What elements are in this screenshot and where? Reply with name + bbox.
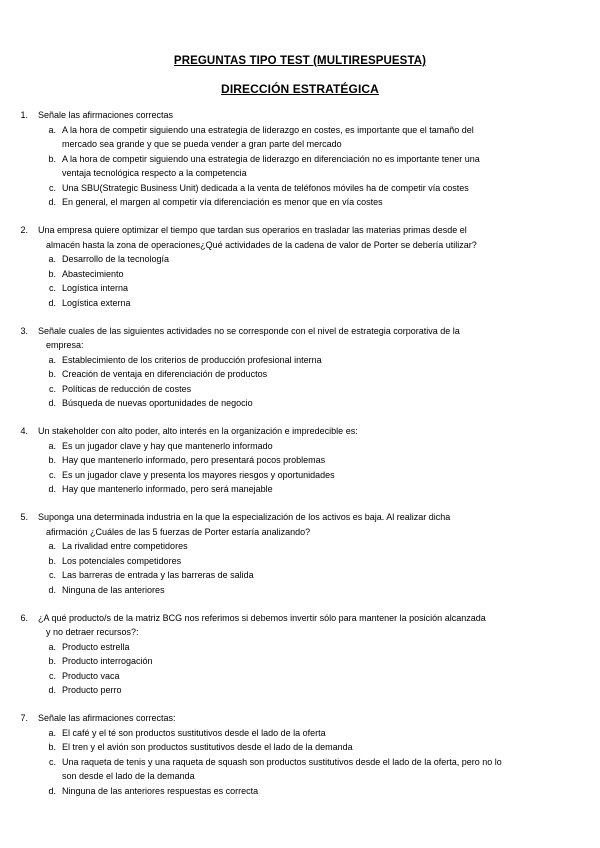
option-text: La rivalidad entre competidores: [62, 541, 188, 551]
option-letter: b.: [48, 455, 56, 465]
option-text: Hay que mantenerlo informado, pero será manejable: [62, 484, 273, 494]
option-text: Desarrollo de la tecnología: [62, 254, 170, 264]
option-text: Producto perro: [62, 685, 122, 695]
option-text: Es un jugador clave y hay que mantenerlo informado: [62, 440, 273, 451]
answer-option: [0, 539, 600, 554]
option-letter: d.: [48, 297, 56, 308]
answer-option: [0, 568, 600, 583]
option-text: Las barreras de entrada y las barreras de salida: [62, 570, 254, 580]
option-letter: a.: [48, 354, 56, 365]
question-3: [0, 324, 600, 411]
option-text: Es un jugador clave y presenta los mayores riesgos y oportunidades: [62, 469, 335, 480]
option-letter: d.: [48, 685, 56, 695]
answer-option: [0, 367, 600, 382]
option-letter: d.: [48, 584, 56, 595]
question-2: [0, 223, 600, 310]
option-letter: b.: [48, 268, 56, 279]
question-1: [0, 108, 600, 210]
option-letter: c.: [48, 283, 56, 293]
answer-option: [0, 583, 600, 598]
option-letter: c.: [48, 756, 56, 767]
question-number: 3.: [20, 325, 28, 336]
answer-option: [0, 152, 600, 181]
question-number: 7.: [20, 713, 28, 723]
option-text: En general, el margen al competir vía diferenciación es menor que en vía costes: [62, 197, 383, 207]
option-letter: d.: [48, 398, 56, 408]
answer-option: [0, 669, 600, 684]
question-text: Señale las afirmaciones correctas: [38, 110, 174, 120]
option-text: Establecimiento de los criterios de producción profesional interna: [62, 354, 322, 365]
question-text: Un stakeholder con alto poder, alto interés en la organización e impredecible es:: [38, 426, 358, 436]
option-letter: a.: [48, 541, 56, 551]
answer-option: [0, 740, 600, 755]
option-letter: d.: [48, 197, 56, 207]
answer-option: [0, 123, 600, 152]
option-letter: d.: [48, 785, 56, 796]
option-letter: b.: [48, 656, 56, 666]
question-text: Suponga una determinada industria en la que la especialización de los activos es baja. Al realizar dicha afirmación ¿Cuáles de las 5 fuerzas de Porter estaría analizando?: [38, 512, 451, 537]
option-text: Producto estrella: [62, 641, 130, 652]
option-letter: a.: [48, 440, 56, 451]
answer-option: [0, 554, 600, 569]
option-text: Abastecimiento: [62, 268, 124, 279]
option-letter: a.: [48, 254, 56, 264]
option-text: A la hora de competir siguiendo una estrategia de liderazgo en diferenciación no es importante tener una ventaja tecnológica respecto a la competencia: [62, 153, 480, 178]
option-text: Logística interna: [62, 283, 129, 293]
question-number: 6.: [20, 612, 28, 623]
answer-option: [0, 252, 600, 267]
option-text: El tren y el avión son productos sustitutivos desde el lado de la demanda: [62, 742, 353, 752]
option-text: Creación de ventaja en diferenciación de productos: [62, 369, 268, 379]
option-text: A la hora de competir siguiendo una estrategia de liderazgo en costes, es importante que el tamaño del mercado sea grande y que se pueda vender a gran parte del mercado: [62, 124, 474, 149]
answer-option: [0, 784, 600, 799]
answer-option: [0, 755, 600, 784]
option-text: Producto interrogación: [62, 656, 153, 666]
option-letter: c.: [48, 383, 56, 394]
option-letter: c.: [48, 670, 56, 681]
question-7: [0, 711, 600, 798]
option-letter: b.: [48, 153, 56, 164]
document-subtitle: DIRECCIÓN ESTRATÉGICA: [221, 82, 379, 96]
option-text: Producto vaca: [62, 670, 120, 681]
answer-option: [0, 468, 600, 483]
answer-option: [0, 195, 600, 210]
option-letter: c.: [48, 469, 56, 480]
option-text: Hay que mantenerlo informado, pero presentará pocos problemas: [62, 455, 326, 465]
option-letter: c.: [48, 182, 56, 193]
answer-option: [0, 683, 600, 698]
option-text: Ninguna de las anteriores: [62, 584, 165, 595]
option-text: Una SBU(Strategic Business Unit) dedicada a la venta de teléfonos móviles ha de competir vía costes: [62, 182, 469, 193]
answer-option: [0, 382, 600, 397]
option-letter: c.: [48, 570, 56, 580]
option-letter: d.: [48, 484, 56, 494]
question-number: 5.: [20, 512, 28, 522]
answer-option: [0, 439, 600, 454]
answer-option: [0, 654, 600, 669]
question-text: Señale las afirmaciones correctas:: [38, 713, 176, 723]
question-text: ¿A qué producto/s de la matriz BCG nos referimos si debemos invertir sólo para mantener la posición alcanzada y no detraer recursos?:: [38, 612, 486, 637]
answer-option: [0, 396, 600, 411]
answer-option: [0, 726, 600, 741]
answer-option: [0, 181, 600, 196]
question-text: Una empresa quiere optimizar el tiempo que tardan sus operarios en trasladar las materias primas desde el almacén hasta la zona de operaciones¿Qué actividades de la cadena de valor de Porter se debería utilizar?: [38, 225, 477, 250]
option-text: Ninguna de las anteriores respuestas es correcta: [62, 785, 259, 796]
question-text: Señale cuales de las siguientes actividades no se corresponde con el nivel de estrategia corporativa de la empresa:: [38, 325, 460, 350]
answer-option: [0, 453, 600, 468]
option-text: Los potenciales competidores: [62, 555, 182, 566]
answer-option: [0, 296, 600, 311]
question-number: 1.: [20, 110, 28, 120]
answer-option: [0, 267, 600, 282]
question-6: [0, 611, 600, 698]
option-letter: b.: [48, 369, 56, 379]
question-5: [0, 510, 600, 597]
question-number: 2.: [20, 225, 28, 235]
document-title: PREGUNTAS TIPO TEST (MULTIRESPUESTA): [173, 55, 427, 67]
option-text: Logística externa: [62, 297, 131, 308]
question-number: 4.: [20, 426, 28, 436]
question-4: [0, 424, 600, 497]
answer-option: [0, 482, 600, 497]
question-list: [0, 108, 600, 812]
option-letter: b.: [48, 555, 56, 566]
option-letter: a.: [48, 727, 56, 738]
answer-option: [0, 640, 600, 655]
option-text: Políticas de reducción de costes: [62, 383, 192, 394]
answer-option: [0, 353, 600, 368]
answer-option: [0, 281, 600, 296]
option-text: Búsqueda de nuevas oportunidades de negocio: [62, 398, 253, 408]
option-letter: a.: [48, 641, 56, 652]
option-letter: b.: [48, 742, 56, 752]
option-letter: a.: [48, 124, 56, 135]
option-text: El café y el té son productos sustitutivos desde el lado de la oferta: [62, 727, 326, 738]
option-text: Una raqueta de tenis y una raqueta de squash son productos sustitutivos desde el lado de la oferta, pero no lo son desde el lado de la demanda: [62, 756, 502, 781]
